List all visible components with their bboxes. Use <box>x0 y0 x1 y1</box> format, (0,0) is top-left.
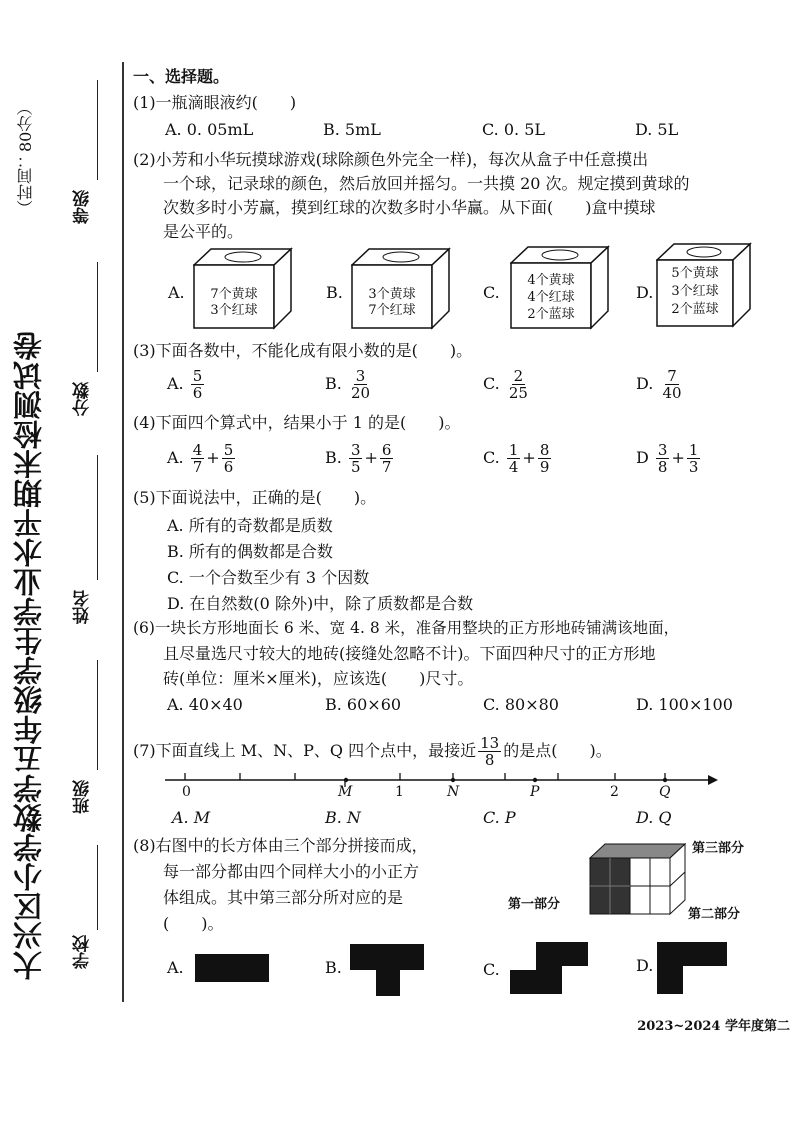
q3-fraction-c <box>507 368 530 401</box>
q5-option-b[interactable]: B. 所有的偶数都是合数 <box>167 542 333 561</box>
q7-option-d[interactable]: D. Q <box>636 808 672 827</box>
numerator: 5 <box>192 367 203 385</box>
q1-option-d[interactable]: D. 5L <box>635 120 679 139</box>
q2-line-4: 是公平的。 <box>163 222 244 241</box>
q8-shape-a <box>193 948 273 988</box>
q7-option-b[interactable]: B. N <box>325 808 361 827</box>
q8-part-three-label: 第三部分 <box>692 841 745 856</box>
q7-number-line <box>160 768 720 804</box>
plus-sign: + <box>522 448 536 467</box>
denominator: 3 <box>688 458 699 476</box>
field-name-label: 姓名 <box>73 590 93 624</box>
q7-fraction <box>478 735 501 768</box>
denominator: 4 <box>508 458 519 476</box>
q5-stem: (5)下面说法中，正确的是( )。 <box>133 488 377 507</box>
q3-letter-a: A. <box>167 374 184 393</box>
field-class-label: 班级 <box>73 780 93 814</box>
q3-option-d[interactable] <box>636 368 686 401</box>
field-score-label: 分数 <box>73 382 93 416</box>
q6-line-1: (6)一块长方形地面长 6 米、宽 4. 8 米，准备用整块的正方形地砖铺满该地面， <box>133 619 680 637</box>
q6-line-3: 砖(单位：厘米×厘米)，应该选( )尺寸。 <box>163 669 474 688</box>
q8-line-2: 每一部分都由四个同样大小的小正方 <box>163 862 420 881</box>
q2-box-b-line-1: 3个黄球 <box>368 287 416 302</box>
q8-option-c-letter[interactable]: C. <box>483 960 500 979</box>
q4-frac-d2 <box>687 442 701 475</box>
q2-box-b <box>351 245 451 330</box>
q4-option-b[interactable] <box>325 442 395 475</box>
numerator: 5 <box>223 441 234 459</box>
q4-frac-b2 <box>380 442 394 475</box>
q2-box-c-line-2: 4个红球 <box>527 290 575 305</box>
q4-frac-b1 <box>349 442 363 475</box>
q7-stem-pre: (7)下面直线上 M、N、P、Q 四个点中，最接近 <box>133 741 477 760</box>
field-school-label: 学校 <box>73 935 93 969</box>
field-grade-line[interactable] <box>97 80 98 180</box>
q4-stem: (4)下面四个算式中，结果小于 1 的是( )。 <box>133 413 461 432</box>
q2-box-c-line-1: 4个黄球 <box>527 273 575 288</box>
denominator: 8 <box>484 751 495 769</box>
numerator: 2 <box>513 367 524 385</box>
q2-box-a <box>193 245 293 330</box>
q2-line-2: 一个球，记录球的颜色，然后放回并摇匀。一共摸 20 次。规定摸到黄球的 <box>163 174 690 193</box>
q4-letter-c: C. <box>483 448 500 467</box>
q2-option-a-letter[interactable]: A. <box>168 283 185 302</box>
margin-divider <box>122 62 124 1002</box>
q2-box-d-line-1: 5个黄球 <box>671 266 719 281</box>
axis-label-m: M <box>338 784 353 800</box>
q3-letter-c: C. <box>483 374 500 393</box>
axis-label-2: 2 <box>610 784 619 800</box>
q8-option-d-letter[interactable]: D. <box>636 956 654 975</box>
q4-frac-d1 <box>656 442 670 475</box>
q4-frac-a2 <box>222 442 236 475</box>
numerator: 3 <box>350 441 361 459</box>
axis-label-n: N <box>447 784 460 800</box>
axis-label-0: 0 <box>182 784 191 800</box>
axis-label-p: P <box>530 784 540 800</box>
q1-option-a[interactable]: A. 0. 05mL <box>165 120 254 139</box>
numerator: 1 <box>688 441 699 459</box>
numerator: 3 <box>657 441 668 459</box>
q8-part-one-label: 第一部分 <box>508 897 561 912</box>
q6-option-b[interactable]: B. 60×60 <box>325 695 402 714</box>
numerator: 4 <box>192 441 203 459</box>
plus-sign: + <box>671 448 685 467</box>
denominator: 5 <box>350 458 361 476</box>
field-score-line[interactable] <box>97 262 98 372</box>
denominator: 7 <box>192 458 203 476</box>
field-grade-label: 等级 <box>73 190 93 224</box>
q5-option-a[interactable]: A. 所有的奇数都是质数 <box>167 516 333 535</box>
q2-box-d-line-2: 3个红球 <box>671 284 719 299</box>
q5-option-c[interactable]: C. 一个合数至少有 3 个因数 <box>167 568 370 587</box>
axis-label-q: Q <box>659 784 671 800</box>
axis-label-1: 1 <box>395 784 404 800</box>
q2-box-c <box>510 243 610 330</box>
q8-shape-c <box>508 938 593 1000</box>
q4-option-c[interactable] <box>483 442 553 475</box>
q3-letter-d: D. <box>636 374 654 393</box>
q6-option-c[interactable]: C. 80×80 <box>483 695 559 714</box>
denominator: 20 <box>350 384 371 402</box>
q4-letter-a: A. <box>167 448 184 467</box>
q2-box-a-line-1: 7个黄球 <box>210 287 258 302</box>
numerator: 6 <box>381 441 392 459</box>
q8-line-3: 体组成。其中第三部分所对应的是 <box>163 888 404 907</box>
q2-option-c-letter[interactable]: C. <box>483 283 500 302</box>
q3-fraction-a <box>191 368 205 401</box>
q8-cuboid-figure <box>585 840 695 920</box>
exam-time: （时间：80分） <box>16 100 35 217</box>
denominator: 6 <box>192 384 203 402</box>
numerator: 7 <box>667 367 677 385</box>
q8-shape-b <box>348 940 428 1000</box>
q2-box-a-line-2: 3个红球 <box>210 303 258 318</box>
q8-line-1: (8)右图中的长方体由三个部分拼接而成， <box>133 836 428 855</box>
q2-box-d-line-3: 2个蓝球 <box>671 302 719 317</box>
q6-option-d[interactable]: D. 100×100 <box>636 695 733 714</box>
q7-stem-post: 的是点( )。 <box>503 741 612 760</box>
q8-option-a-letter[interactable]: A. <box>167 958 184 977</box>
q4-letter-d: D <box>636 448 649 467</box>
numerator: 13 <box>480 734 500 752</box>
q6-line-2: 且尽量选尺寸较大的地砖(接缝处忽略不计)。下面四种尺寸的正方形地 <box>163 644 656 663</box>
numerator: 3 <box>355 367 366 385</box>
q8-shape-d <box>655 938 735 1000</box>
q3-stem: (3)下面各数中，不能化成有限小数的是( )。 <box>133 341 473 360</box>
numerator: 8 <box>539 441 550 459</box>
denominator: 40 <box>662 384 682 402</box>
denominator: 9 <box>539 458 550 476</box>
q2-line-1: (2)小芳和小华玩摸球游戏(球除颜色外完全一样)，每次从盒子中任意摸出 <box>133 150 649 169</box>
q7-option-a[interactable]: A. M <box>172 808 211 827</box>
plus-sign: + <box>206 448 220 467</box>
q3-fraction-b <box>349 368 372 401</box>
q1-option-b[interactable]: B. 5mL <box>323 120 381 139</box>
q8-part-two-label: 第二部分 <box>688 907 741 922</box>
denominator: 25 <box>508 384 528 402</box>
q4-frac-c1 <box>507 442 521 475</box>
q4-option-d[interactable] <box>636 442 702 475</box>
denominator: 7 <box>381 458 392 476</box>
q4-letter-b: B. <box>325 448 342 467</box>
q3-option-c[interactable] <box>483 368 532 401</box>
q1-stem: (1)一瓶滴眼液约( ) <box>133 93 297 112</box>
q6-option-a[interactable]: A. 40×40 <box>167 695 243 714</box>
q4-option-a[interactable] <box>167 442 237 475</box>
field-name-line[interactable] <box>97 455 98 580</box>
q1-option-c[interactable]: C. 0. 5L <box>482 120 545 139</box>
q2-box-b-line-2: 7个红球 <box>368 303 416 318</box>
plus-sign: + <box>364 448 378 467</box>
q4-frac-a1 <box>191 442 205 475</box>
q2-line-3: 次数多时小芳赢，摸到红球的次数多时小华赢。从下面( )盒中摸球 <box>163 198 656 217</box>
q2-option-b-letter[interactable]: B. <box>326 283 343 302</box>
binding-margin <box>0 0 118 1010</box>
q2-option-d-letter[interactable]: D. <box>636 283 654 302</box>
q7-stem <box>133 735 612 768</box>
q2-box-d <box>656 240 752 328</box>
q2-box-c-line-3: 2个蓝球 <box>527 307 575 322</box>
q5-option-d[interactable]: D. 在自然数(0 除外)中，除了质数都是合数 <box>167 594 474 613</box>
q7-option-c[interactable]: C. P <box>483 808 516 827</box>
section-title: 一、选择题。 <box>133 67 230 86</box>
denominator: 6 <box>223 458 234 476</box>
footer-academic-year: 2023~2024 学年度第二 <box>637 1019 790 1034</box>
q3-letter-b: B. <box>325 374 342 393</box>
exam-title: 大兴区小学数学五年级学生学业水平期末检测试卷 <box>12 331 46 980</box>
field-school-line[interactable] <box>97 845 98 930</box>
q3-fraction-d <box>660 368 683 401</box>
numerator: 1 <box>508 441 519 459</box>
q3-option-a[interactable] <box>167 368 206 401</box>
q4-frac-c2 <box>538 442 552 475</box>
q8-option-b-letter[interactable]: B. <box>325 958 342 977</box>
q3-option-b[interactable] <box>325 368 374 401</box>
q8-line-4: ( )。 <box>163 914 224 933</box>
denominator: 8 <box>657 458 668 476</box>
field-class-line[interactable] <box>97 660 98 770</box>
